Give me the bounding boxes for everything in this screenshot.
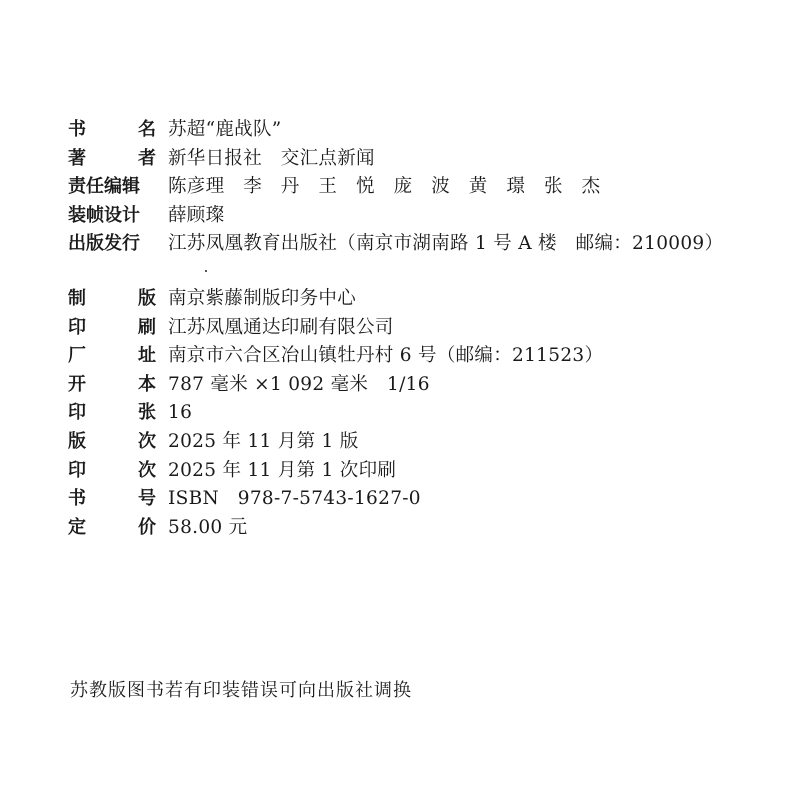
- label-edition: [68, 428, 156, 457]
- label-editors: [68, 173, 156, 202]
- label-text: 出版发行: [68, 233, 140, 255]
- label-char: 者: [138, 147, 156, 169]
- value-format: 787 毫米 ×1 092 毫米 1/16: [168, 373, 430, 395]
- row-isbn: [68, 485, 603, 514]
- row-design: [68, 202, 723, 231]
- label-char: 书: [68, 119, 86, 140]
- row-format: [68, 371, 603, 400]
- label-design: [68, 202, 156, 231]
- value-printer: 江苏凤凰通达印刷有限公司: [168, 316, 394, 338]
- row-factory-address: [68, 342, 603, 371]
- row-printing: [68, 457, 603, 486]
- row-plate: [68, 285, 603, 314]
- label-text: 装帧设计: [68, 204, 140, 226]
- label-char: 版: [68, 430, 86, 452]
- value-sheets: 16: [168, 402, 193, 424]
- value-publisher: 江苏凤凰教育出版社（南京市湖南路 1 号 A 楼 邮编：210009）: [168, 233, 724, 255]
- row-author: [68, 145, 723, 174]
- label-printing: [68, 457, 156, 486]
- label-text: 责任编辑: [68, 176, 140, 198]
- scan-speck: [205, 270, 207, 272]
- value-price: 58.00 元: [168, 516, 248, 538]
- label-char: 著: [68, 147, 86, 169]
- label-char: 版: [138, 288, 156, 309]
- value-title: 苏超“鹿战队”: [168, 119, 282, 140]
- row-sheets: [68, 399, 603, 428]
- value-printing: 2025 年 11 月第 1 次印刷: [168, 459, 397, 481]
- label-char: 本: [138, 373, 156, 395]
- label-char: 价: [138, 516, 156, 538]
- print-info-block: [68, 285, 603, 542]
- value-author: 新华日报社 交汇点新闻: [168, 147, 375, 169]
- label-char: 名: [138, 119, 156, 140]
- label-publisher: [68, 230, 156, 259]
- label-char: 次: [138, 459, 156, 481]
- label-factory-address: [68, 342, 156, 371]
- row-publisher: [68, 230, 723, 259]
- book-info-block: [68, 116, 723, 259]
- row-price: [68, 514, 603, 543]
- value-design: 薛顾璨: [168, 204, 225, 226]
- label-author: [68, 145, 156, 174]
- label-char: 制: [68, 288, 86, 309]
- value-factory-address: 南京市六合区冶山镇牡丹村 6 号（邮编：211523）: [168, 345, 604, 367]
- label-char: 刷: [138, 316, 156, 338]
- row-title: [68, 116, 723, 145]
- row-editors: [68, 173, 723, 202]
- label-char: 书: [68, 488, 86, 510]
- exchange-notice: 苏教版图书若有印装错误可向出版社调换: [70, 680, 412, 701]
- label-char: 印: [68, 402, 86, 424]
- label-printer: [68, 314, 156, 343]
- value-edition: 2025 年 11 月第 1 版: [168, 430, 359, 452]
- label-char: 次: [138, 430, 156, 452]
- label-char: 号: [138, 488, 156, 510]
- label-price: [68, 514, 156, 543]
- label-sheets: [68, 399, 156, 428]
- label-char: 张: [138, 402, 156, 424]
- row-edition: [68, 428, 603, 457]
- value-isbn: ISBN 978-7-5743-1627-0: [168, 488, 421, 510]
- label-char: 印: [68, 316, 86, 338]
- label-format: [68, 371, 156, 400]
- value-plate: 南京紫藤制版印务中心: [168, 288, 357, 309]
- label-plate: [68, 285, 156, 314]
- row-printer: [68, 314, 603, 343]
- label-char: 印: [68, 459, 86, 481]
- label-char: 址: [138, 345, 156, 367]
- label-isbn: [68, 485, 156, 514]
- value-editors: 陈彦理 李 丹 王 悦 庞 波 黄 璟 张 杰: [168, 176, 601, 198]
- label-title: [68, 116, 156, 145]
- label-char: 定: [68, 516, 86, 538]
- label-char: 厂: [68, 345, 86, 367]
- label-char: 开: [68, 373, 86, 395]
